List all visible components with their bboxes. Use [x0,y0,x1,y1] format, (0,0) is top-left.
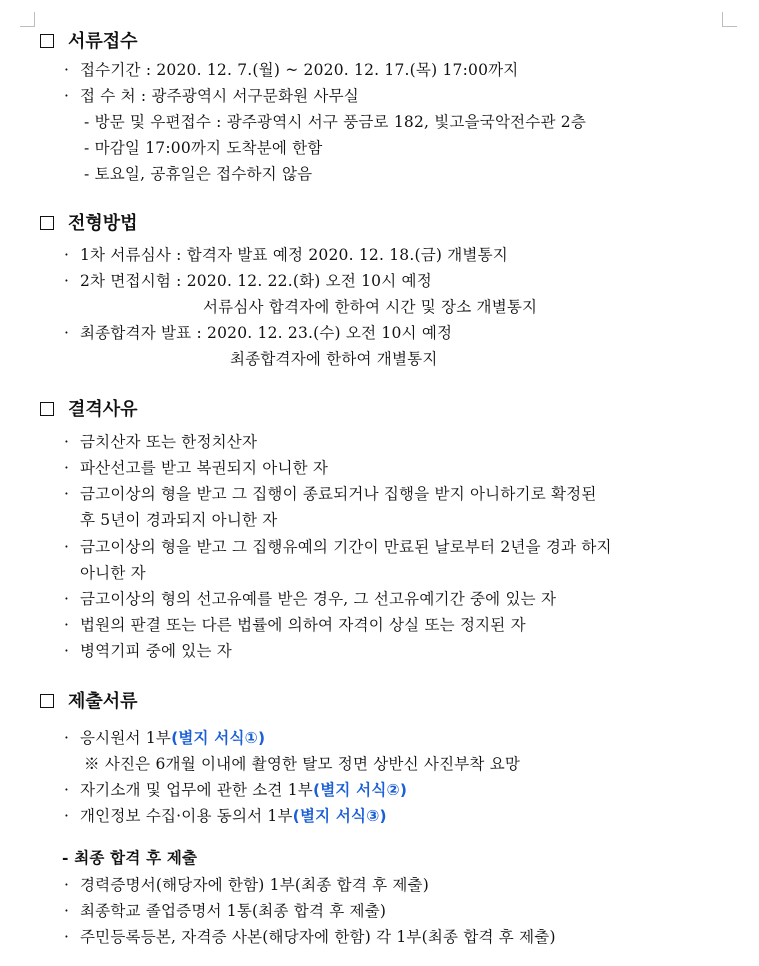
bullet: · [64,459,70,477]
text-line: 접수기간 : 2020. 12. 7.(월) ~ 2020. 12. 17.(목) 17:00까지 [80,61,519,79]
checkbox-square-icon [40,402,54,416]
text-line: 1차 서류심사 : 합격자 발표 예정 2020. 12. 18.(금) 개별통지 [80,246,508,264]
bullet: · [64,246,70,264]
page-corner-mark [20,12,35,27]
text-line: 주민등록등본, 자격증 사본(해당자에 한함) 각 1부(최종 합격 후 제출) [80,928,556,946]
text-line [80,780,407,800]
section-title: 서류접수 [68,31,138,52]
bullet: · [64,61,70,79]
subheading-line: - 최종 합격 후 제출 [62,848,198,867]
section-title: 전형방법 [68,213,138,234]
text-line: 2차 면접시험 : 2020. 12. 22.(화) 오전 10시 예정 [80,272,432,290]
text-line-body: 자기소개 및 업무에 관한 소견 1부 [80,781,313,799]
bullet: · [64,590,70,608]
text-line: 금고이상의 형의 선고유예를 받은 경우, 그 선고유예기간 중에 있는 자 [80,590,557,608]
text-line-body: 응시원서 1부 [80,729,172,747]
text-line [80,806,387,826]
text-line-body: 개인정보 수집·이용 동의서 1부 [80,807,293,825]
bullet: · [64,485,70,503]
text-line [80,728,265,748]
bullet: · [64,538,70,556]
checkbox-square-icon [40,694,54,708]
bullet: · [64,928,70,946]
form-reference: (별지 서식③) [292,807,387,825]
section-title: 결격사유 [68,399,138,420]
section-heading [40,213,138,235]
section-heading [40,31,138,53]
form-reference: (별지 서식①) [171,729,266,747]
bullet: · [64,642,70,660]
text-line: - 마감일 17:00까지 도착분에 한함 [84,139,323,157]
page-corner-mark [722,12,737,27]
section-heading [40,691,138,713]
text-line: 경력증명서(해당자에 한함) 1부(최종 합격 후 제출) [80,876,429,894]
bullet: · [64,433,70,451]
text-line: 병역기피 중에 있는 자 [80,642,232,660]
text-line: - 방문 및 우편접수 : 광주광역시 서구 풍금로 182, 빛고을국악전수관 2층 [84,113,587,131]
section-title: 제출서류 [68,691,138,712]
text-line: - 토요일, 공휴일은 접수하지 않음 [84,165,313,183]
bullet: · [64,902,70,920]
text-line: ※ 사진은 6개월 이내에 촬영한 탈모 정면 상반신 사진부착 요망 [84,755,521,773]
text-line: 파산선고를 받고 복권되지 아니한 자 [80,459,329,477]
text-line: 아니한 자 [80,564,146,582]
bullet: · [64,616,70,634]
text-line: 접 수 처 : 광주광역시 서구문화원 사무실 [80,87,359,105]
bullet: · [64,781,70,799]
text-line: 최종합격자에 한하여 개별통지 [230,350,438,368]
text-line: 서류심사 합격자에 한하여 시간 및 장소 개별통지 [203,298,538,316]
text-line: 법원의 판결 또는 다른 법률에 의하여 자격이 상실 또는 정지된 자 [80,616,526,634]
bullet: · [64,729,70,747]
bullet: · [64,87,70,105]
text-line: 최종학교 졸업증명서 1통(최종 합격 후 제출) [80,902,387,920]
bullet: · [64,876,70,894]
bullet: · [64,324,70,342]
bullet: · [64,272,70,290]
checkbox-square-icon [40,34,54,48]
text-line: 후 5년이 경과되지 아니한 자 [80,511,278,529]
checkbox-square-icon [40,216,54,230]
text-line: 금고이상의 형을 받고 그 집행유예의 기간이 만료된 날로부터 2년을 경과 하지 [80,538,612,556]
text-line: 최종합격자 발표 : 2020. 12. 23.(수) 오전 10시 예정 [80,324,453,342]
form-reference: (별지 서식②) [312,781,408,799]
text-line: 금치산자 또는 한정치산자 [80,433,258,451]
section-heading [40,399,138,421]
bullet: · [64,807,70,825]
text-line: 금고이상의 형을 받고 그 집행이 종료되거나 집행을 받지 아니하기로 확정된 [80,485,597,503]
